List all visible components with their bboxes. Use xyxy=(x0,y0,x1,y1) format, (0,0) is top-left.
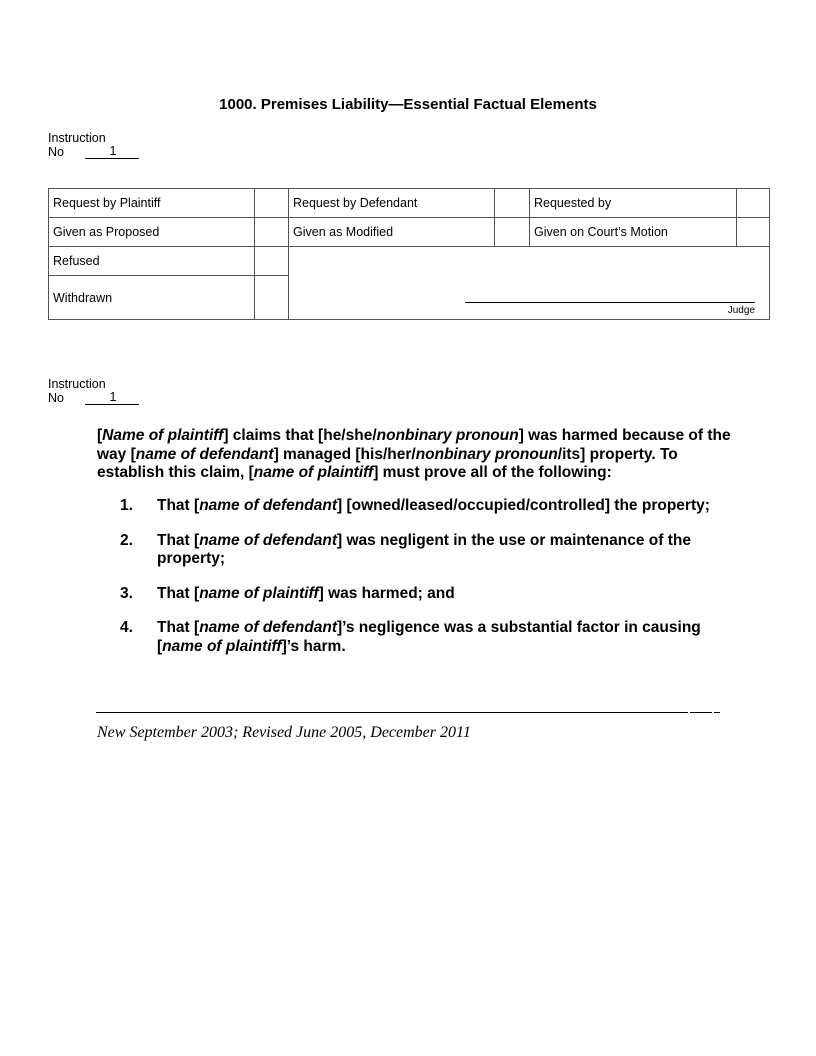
given-as-modified-checkbox[interactable] xyxy=(495,218,530,247)
divider-rule-segment xyxy=(690,712,712,713)
element-item: 3. That [name of plaintiff] was harmed; and xyxy=(120,584,455,602)
divider-rule-segment xyxy=(714,712,720,713)
instruction-number: 1 xyxy=(85,145,139,159)
given-as-proposed-label: Given as Proposed xyxy=(49,218,255,247)
given-on-courts-motion-checkbox[interactable] xyxy=(737,218,770,247)
judge-label: Judge xyxy=(727,305,755,316)
instruction-label: Instruction xyxy=(48,377,106,391)
requested-by-checkbox[interactable] xyxy=(737,189,770,218)
request-by-plaintiff-label: Request by Plaintiff xyxy=(49,189,255,218)
given-as-proposed-checkbox[interactable] xyxy=(255,218,289,247)
given-as-modified-label: Given as Modified xyxy=(289,218,495,247)
judge-signature-line[interactable] xyxy=(465,302,755,303)
elements-list xyxy=(120,497,740,672)
request-table xyxy=(48,188,770,320)
request-by-defendant-label: Request by Defendant xyxy=(289,189,495,218)
instruction-number-block-2 xyxy=(48,377,139,405)
instruction-intro: [Name of plaintiff] claims that [he/she/nonbinary pronoun] was harmed because of the way [name of defendant] managed [his/her/nonbinary pronoun/its] property. To establish this claim, [name of plaintiff] must prove all of the following: xyxy=(97,427,731,481)
refused-label: Refused xyxy=(49,247,255,276)
revision-history: New September 2003; Revised June 2005, December 2011 xyxy=(97,724,471,741)
withdrawn-label: Withdrawn xyxy=(49,276,255,320)
element-item: 4. That [name of defendant]’s negligence was a substantial factor in causing [name of plaintiff]’s harm. xyxy=(120,619,701,655)
instruction-label: Instruction xyxy=(48,131,106,145)
element-item: 2. That [name of defendant] was negligent in the use or maintenance of the property; xyxy=(120,531,691,567)
refused-checkbox[interactable] xyxy=(255,247,289,276)
instruction-number-block xyxy=(48,131,139,159)
requested-by-label: Requested by xyxy=(530,189,737,218)
element-item: 1. That [name of defendant] [owned/leased/occupied/controlled] the property; xyxy=(120,497,710,514)
judge-signature-area xyxy=(289,247,770,320)
page-title: 1000. Premises Liability—Essential Factual Elements xyxy=(219,96,597,113)
instruction-number: 1 xyxy=(85,391,139,405)
withdrawn-checkbox[interactable] xyxy=(255,276,289,320)
request-by-defendant-checkbox[interactable] xyxy=(495,189,530,218)
given-on-courts-motion-label: Given on Court’s Motion xyxy=(530,218,737,247)
divider-rule xyxy=(96,712,688,713)
no-label: No xyxy=(48,145,64,159)
no-label: No xyxy=(48,391,64,405)
request-by-plaintiff-checkbox[interactable] xyxy=(255,189,289,218)
